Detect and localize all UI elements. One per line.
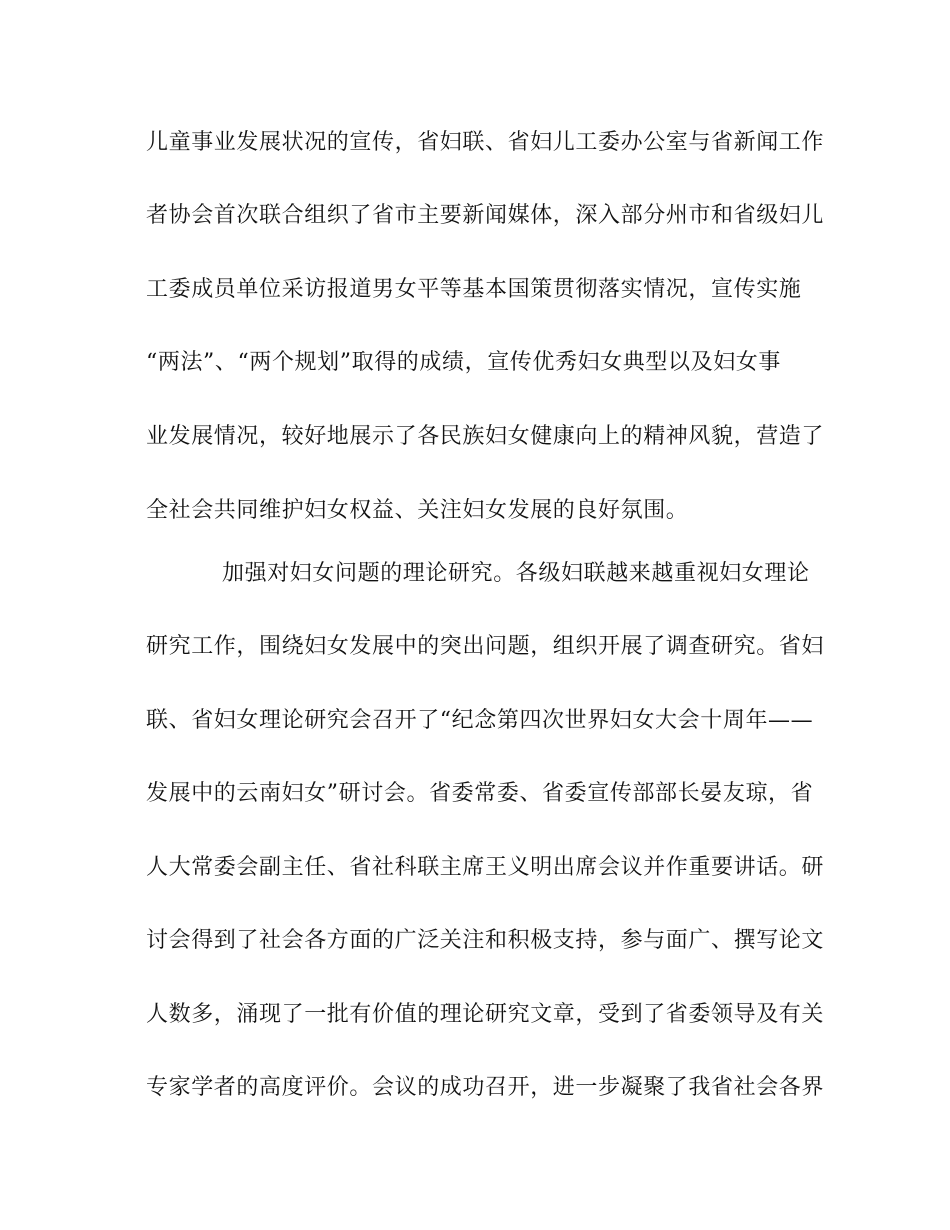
paragraph-first-line: 加强对妇女问题的理论研究。各级妇联越来越重视妇女理论 xyxy=(222,561,810,586)
text-line: 业发展情况，较好地展示了各民族妇女健康向上的精神风貌，营造了 xyxy=(146,424,825,449)
text-line: “两法”、“两个规划”取得的成绩，宣传优秀妇女典型以及妇女事 xyxy=(146,350,781,375)
text-line: 者协会首次联合组织了省市主要新闻媒体，深入部分州市和省级妇儿 xyxy=(146,203,825,228)
text-line: 联、省妇女理论研究会召开了“纪念第四次世界妇女大会十周年—— xyxy=(146,708,814,733)
text-line: 专家学者的高度评价。会议的成功召开，进一步凝聚了我省社会各界 xyxy=(146,1075,825,1100)
text-line: 全社会共同维护妇女权益、关注妇女发展的良好氛围。 xyxy=(146,498,689,523)
text-line: 儿童事业发展状况的宣传，省妇联、省妇儿工委办公室与省新闻工作 xyxy=(146,130,825,155)
text-line: 研究工作，围绕妇女发展中的突出问题，组织开展了调查研究。省妇 xyxy=(146,634,825,659)
text-line: 讨会得到了社会各方面的广泛关注和积极支持，参与面广、撰写论文 xyxy=(146,928,825,953)
text-line: 人数多，涌现了一批有价值的理论研究文章，受到了省委领导及有关 xyxy=(146,1002,825,1027)
text-line: 人大常委会副主任、省社科联主席王义明出席会议并作重要讲话。研 xyxy=(146,855,825,880)
text-line: 发展中的云南妇女”研讨会。省委常委、省委宣传部部长晏友琼，省 xyxy=(146,781,814,806)
text-line: 工委成员单位采访报道男女平等基本国策贯彻落实情况，宣传实施 xyxy=(146,277,802,302)
